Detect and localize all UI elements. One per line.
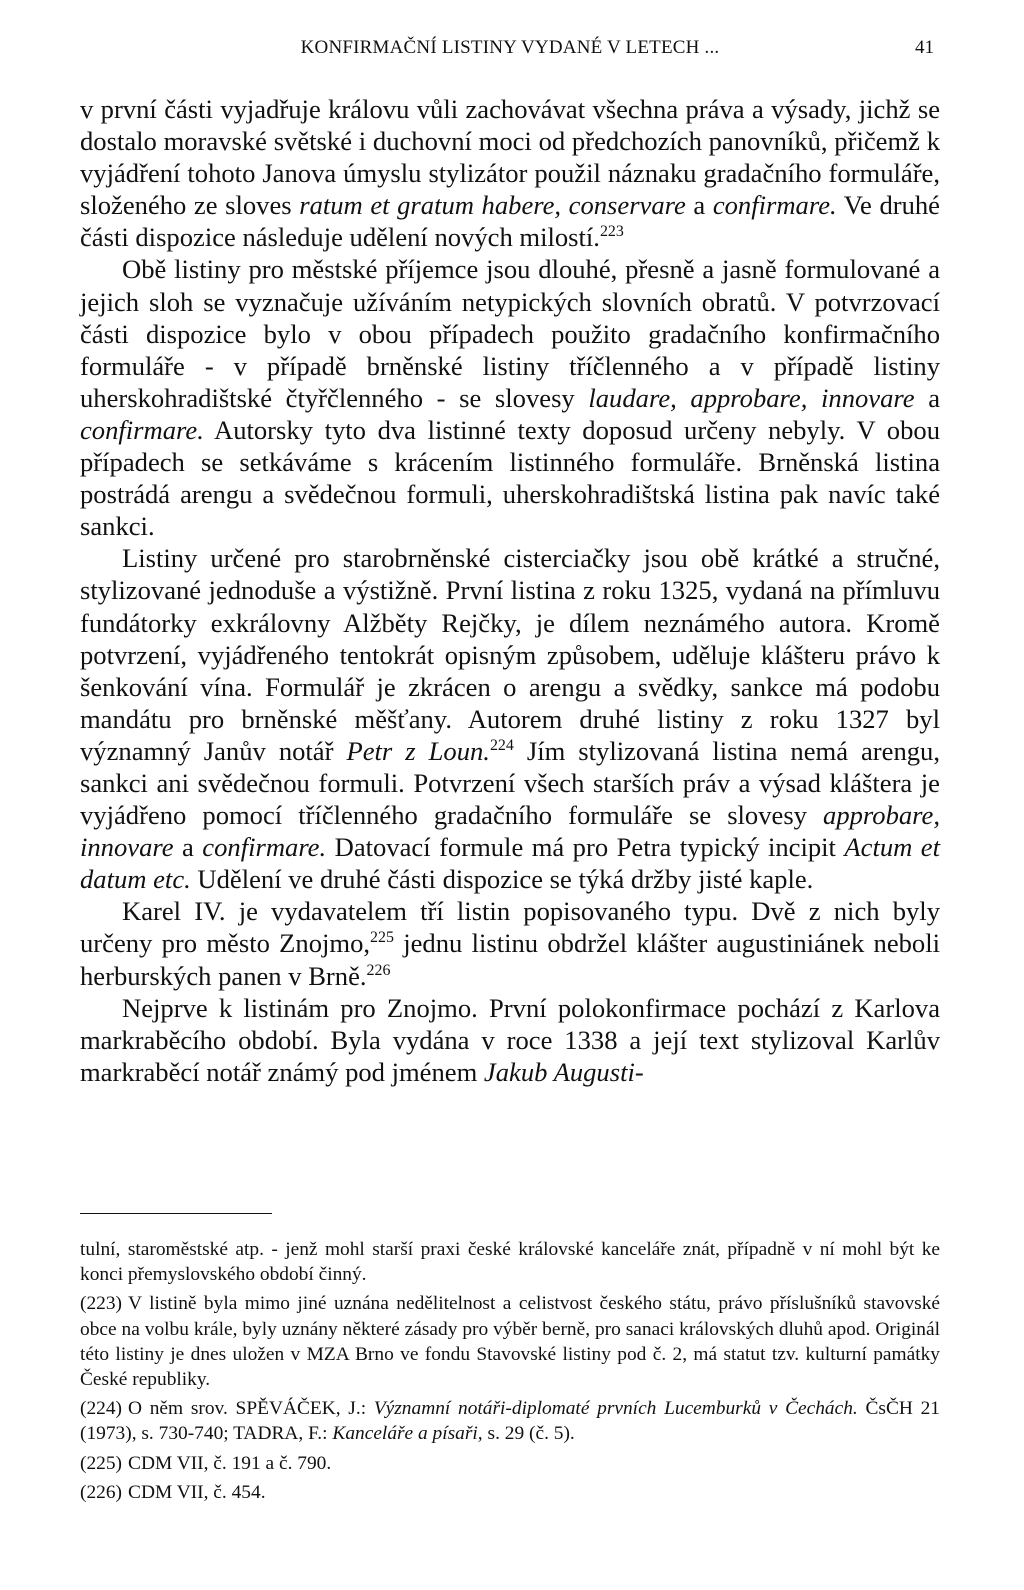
footnote-224 [80,1396,940,1446]
text-run: Autorsky tyto dva listinné texty doposud určeny nebyly. V obou případech se setkáváme s krácením listinného formuláře. Brněnská listina postrádá arengu a svědečnou formuli, uherskohradištská listina pak navíc také sankci. [80,414,940,542]
paragraph-3 [80,542,940,895]
citation-title: Významní notáři-diplomaté prvních Lucemburků v Čechách. [373,1398,858,1420]
text-run: a [914,382,941,413]
footnote-text: CDM VII, č. 454. [128,1481,266,1503]
latin-term: confirmare. [712,190,837,221]
footnote-ref: 223 [599,223,624,241]
footnote-continuation: tulní, staroměstské atp. - jenž mohl starší praxi české královské kanceláře znát, případně v ní mohl být ke konci přemyslovského období činný. [80,1239,940,1286]
book-page [80,0,940,1590]
text-run: a [173,832,203,863]
text-run: Jím stylizovaná listina nemá arengu, sankci ani svědečnou formuli. Potvrzení všech starších práv a výsad kláštera je vyjádřeno pomocí tříčlenného gradačního formuláře se slovesy [80,735,940,831]
footnote-text: CDM VII, č. 191 a č. 790. [128,1452,332,1474]
footnote-label: (225) [80,1452,123,1474]
footnote-text: V listině byla mimo jiné uznána nedělitelnost a celistvost českého státu, právo příslušníků stavovské obce na volbu krále, byly uznány některé zásady pro výběr berně, pro sanaci královských dluhů apod. Originál této listiny je dnes uložen v MZA Brno ve fondu Stavovské listiny pod č. 2, má statut tzv. kulturní památky České republiky. [80,1293,940,1391]
footnote-divider [80,1213,272,1214]
paragraph-2 [80,253,940,542]
text-run: a [685,190,713,221]
text-run: Datovací formule má pro Petra typický incipit [326,832,845,863]
footnote-225 [80,1451,940,1476]
footnote-label: (223) [80,1293,123,1315]
person-name: Jakub Augusti- [483,1056,644,1087]
text-run: jednu listinu obdržel klášter augustiniánek neboli herburských panen v Brně. [80,928,940,991]
text-run: Karel IV. je vydavatelem tří listin popisovaného typu. Dvě z nich byly určeny pro město Znojmo, [80,896,940,959]
person-name: Petr z Loun. [346,735,490,766]
latin-term: confirmare. [202,832,327,863]
running-head [80,37,940,61]
footnote-ref: 225 [370,929,394,947]
footnote-223 [80,1291,940,1392]
footnote-label: (226) [80,1481,123,1503]
text-run: Nejprve k listinám pro Znojmo. První polokonfirmace pochází z Karlova markraběcího období. Byla vydána v roce 1338 a její text stylizoval Karlův markraběcí notář známý pod jménem [80,992,940,1087]
latin-term: confirmare. [80,414,204,445]
citation-title: Kanceláře a písaři, [332,1423,483,1445]
running-title: KONFIRMAČNÍ LISTINY VYDANÉ V LETECH ... [300,37,720,58]
footnote-label: (224) [80,1398,123,1420]
latin-term: approbare, innovare [80,800,940,863]
text-run: Obě listiny pro městské příjemce jsou dlouhé, přesně a jasně formulované a jejich sloh se vyznačuje užíváním netypických slovních obratů. V potvrzovací části dispozice bylo v obou případech použito gradačního konfirmačního formuláře - v případě brněnské listiny tříčlenného a v případě listiny uherskohradištské čtyřčlenného - se slovesy [80,254,940,413]
footnote-226 [80,1480,940,1505]
footnote-text: s. 29 (č. 5). [482,1423,575,1445]
page-number: 41 [915,37,934,58]
text-run: Ve druhé části dispozice následuje udělení nových milostí. [80,190,940,253]
paragraph-1 [80,93,940,253]
text-run: v první části vyjadřuje královu vůli zachovávat všechna práva a výsady, jichž se dostalo moravské světské i duchovní moci od předchozích panovníků, přičemž k vyjádření tohoto Janova úmyslu stylizátor použil náznaku gradačního formuláře, složeného ze sloves [80,94,940,221]
text-run: Listiny určené pro starobrněnské cisterciačky jsou obě krátké a stručné, stylizované jednoduše a výstižně. První listina z roku 1325, vydaná na přímluvu fundátorky exkrálovny Alžběty Rejčky, je dílem neznámého autora. Kromě potvrzení, vyjádřeného tentokrát opisným způsobem, uděluje klášteru právo k šenkování vína. Formulář je zkrácen o arengu a svědky, sankce má podobu mandátu pro brněnské měšťany. Autorem druhé listiny z roku 1327 byl významný Janův notář [80,543,940,766]
text-run: Udělení ve druhé části dispozice se týká držby jisté kaple. [190,864,814,895]
footnote-text: ČsČH 21 (1973), s. 730-740; TADRA, F.: [80,1398,940,1445]
footnotes [80,1237,940,1509]
latin-term: ratum et gratum habere, conservare [299,190,686,221]
paragraph-5 [80,992,940,1088]
latin-term: Actum et datum etc. [80,832,940,895]
footnote-ref: 226 [366,961,391,979]
footnote-text: O něm srov. SPĚVÁČEK, J.: [128,1398,374,1420]
footnote-ref: 224 [489,736,514,754]
body-text [80,93,940,1088]
latin-term: laudare, approbare, innovare [588,382,915,413]
paragraph-4 [80,895,940,991]
